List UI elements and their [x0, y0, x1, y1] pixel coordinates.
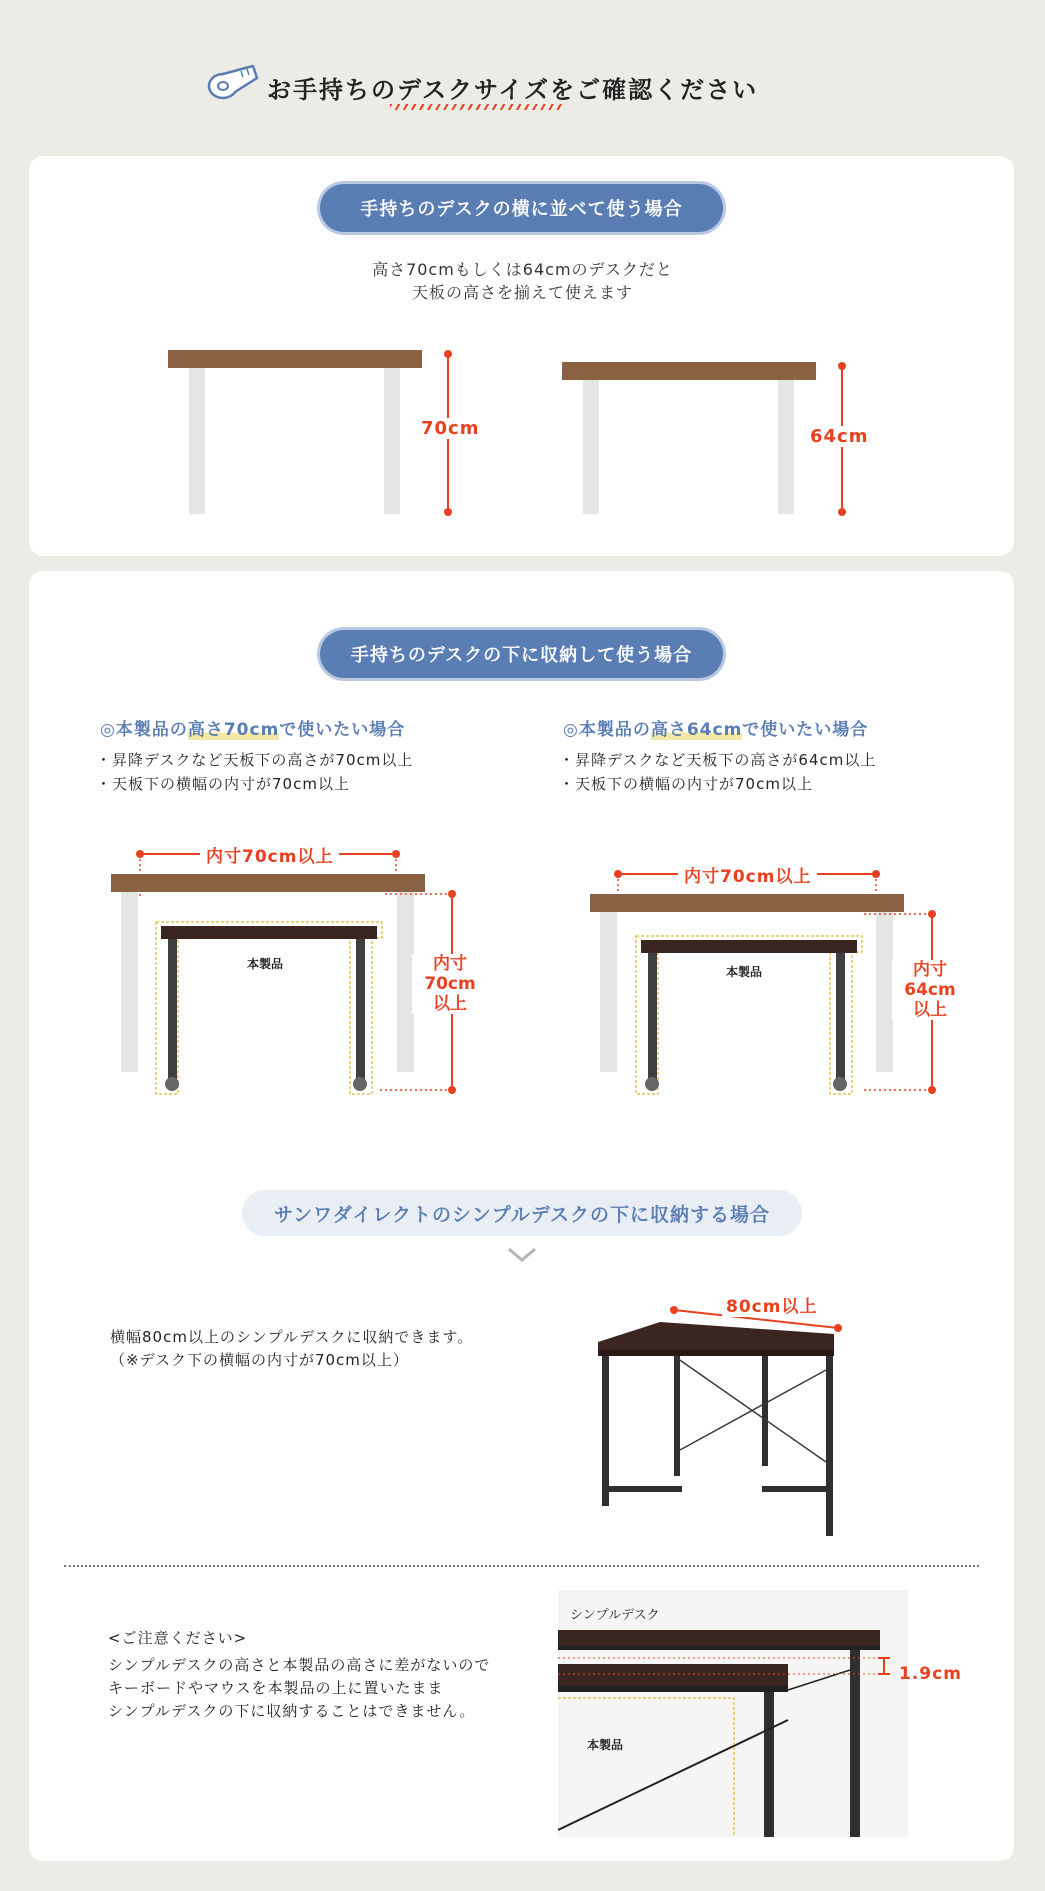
desk-leg: [384, 368, 400, 514]
case-70-height-label: 内寸 70cm 以上: [412, 954, 488, 1014]
case-64-heading: ◎本製品の高さ64cmで使いたい場合: [563, 720, 869, 740]
height-label-64: 64cm: [810, 426, 869, 447]
host-desk-top: [590, 894, 904, 912]
desk-top-64: [562, 362, 816, 380]
case-64-width-label: 内寸70cm以上: [678, 862, 817, 887]
case-70-conditions: ・昇降デスクなど天板下の高さが70cm以上 ・天板下の横幅の内寸が70cm以上: [96, 751, 414, 793]
case-70-width-label: 内寸70cm以上: [200, 842, 339, 867]
desk-height-comparison: [0, 330, 1045, 530]
host-desk-leg: [876, 912, 893, 1072]
desk-leg: [189, 368, 205, 514]
storage-pill: 手持ちのデスクの下に収納して使う場合: [320, 630, 723, 678]
product-top: [641, 940, 857, 953]
caution-photo: [558, 1590, 908, 1837]
product-leg: [836, 953, 845, 1081]
desk-top-70: [168, 350, 422, 368]
side-by-side-description: 高さ70cmもしくは64cmのデスクだと 天板の高さを揃えて使えます: [372, 260, 673, 302]
height-label-70: 70cm: [421, 418, 480, 439]
simple-desk-width-label: 80cm以上: [722, 1292, 821, 1317]
gap-label: 1.9cm: [899, 1664, 962, 1684]
case-64-height-label: 内寸 64cm 以上: [892, 960, 968, 1020]
simple-desk-pill: サンワダイレクトのシンプルデスクの下に収納する場合: [242, 1190, 802, 1236]
desk-leg: [583, 380, 599, 514]
simple-desk-description: 横幅80cm以上のシンプルデスクに収納できます。 （※デスク下の横幅の内寸が70cm以上）: [110, 1328, 474, 1369]
tape-measure-icon: [205, 62, 261, 102]
chevron-down-icon: [506, 1246, 538, 1268]
host-desk-leg: [600, 912, 617, 1072]
page-title: お手持ちのデスクサイズをご確認ください: [267, 76, 759, 104]
case-70-heading: ◎本製品の高さ70cmで使いたい場合: [100, 720, 406, 740]
host-desk-top: [111, 874, 425, 892]
simple-desk-illustration: [590, 1290, 870, 1550]
product-leg: [168, 939, 177, 1079]
host-desk-leg: [121, 892, 138, 1072]
side-by-side-pill: 手持ちのデスクの横に並べて使う場合: [320, 184, 723, 232]
title-underline: [390, 104, 565, 110]
product-leg: [648, 953, 657, 1081]
product-top: [161, 926, 377, 939]
product-leg: [356, 939, 365, 1079]
case-64-product-label: 本製品: [726, 965, 763, 979]
case-70-product-label: 本製品: [247, 957, 284, 971]
section-divider: [64, 1565, 979, 1567]
caution-note: <ご注意ください> シンプルデスクの高さと本製品の高さに差がないので キーボードやマウスを本製品の上に置いたまま シンプルデスクの下に収納することはできません。: [108, 1629, 491, 1720]
caution-photo-product-label: 本製品: [587, 1738, 624, 1752]
desk-leg: [778, 380, 794, 514]
case-64-conditions: ・昇降デスクなど天板下の高さが64cm以上 ・天板下の横幅の内寸が70cm以上: [559, 751, 877, 793]
caution-photo-desk-label: シンプルデスク: [570, 1608, 660, 1623]
